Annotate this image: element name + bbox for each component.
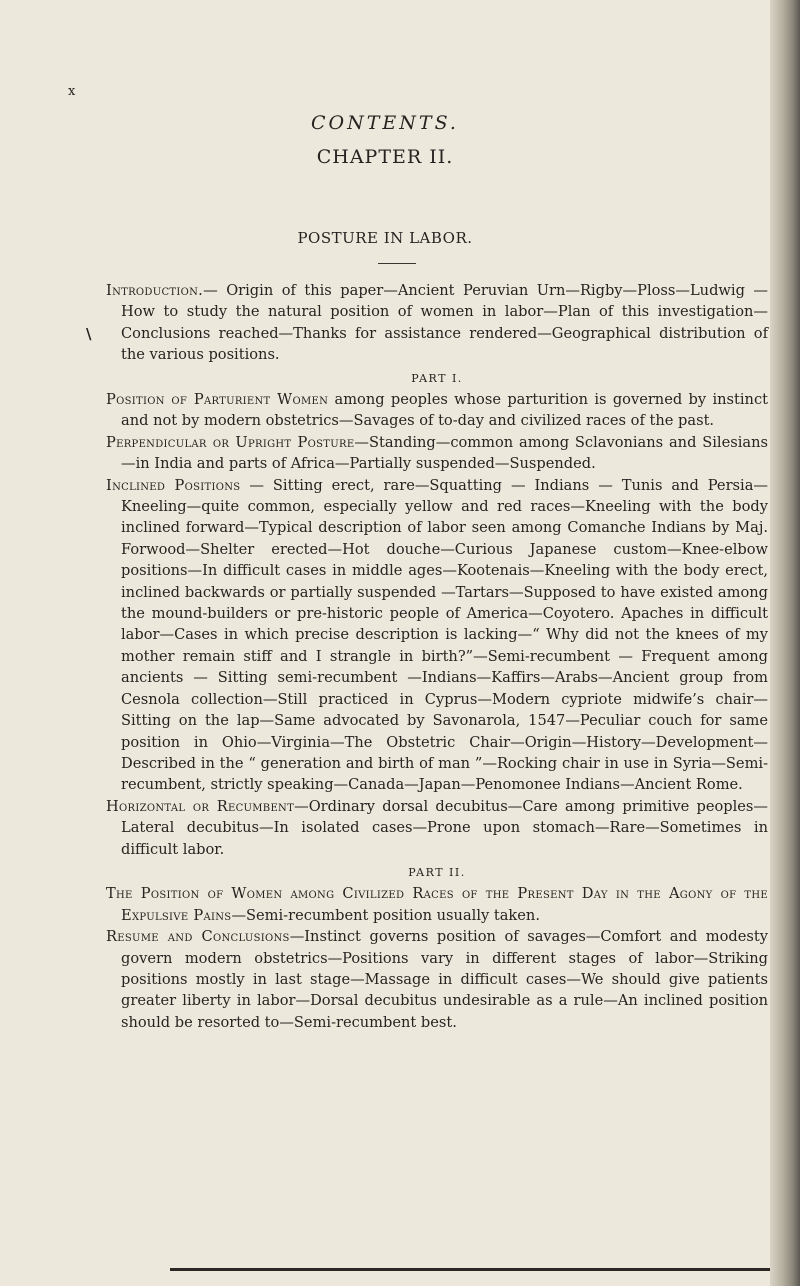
part-one-label: PART I. — [411, 371, 463, 385]
section-civilized-races — [106, 883, 768, 926]
bottom-edge-line — [170, 1268, 770, 1271]
section-head: Inclined Positions — [106, 476, 241, 494]
part-two-label: PART II. — [408, 865, 466, 879]
section-horizontal — [106, 796, 768, 860]
title-rule — [378, 263, 416, 264]
section-head: Perpendicular or Upright Posture — [106, 433, 355, 451]
contents-body — [106, 280, 768, 1033]
margin-mark: \ — [86, 325, 92, 343]
section-head: The Position of Women among Civilized Races of the Present Day in the Agony of the Expulsive Pains — [106, 885, 768, 924]
subject-title: POSTURE IN LABOR. — [297, 229, 473, 247]
section-introduction — [106, 280, 768, 366]
section-head: Introduction. — [106, 282, 204, 299]
section-position-parturient — [106, 389, 768, 432]
section-text: —Ordinary dorsal decubitus—Care among primitive peoples—Lateral decubitus—In isolated cases—Prone upon stomach—Rare—Sometimes in difficult labor. — [121, 797, 769, 858]
section-text: —Instinct governs position of savages—Comfort and modesty govern modern obstetrics—Positions vary in different stages of labor—Striking positions mostly in last stage—Massage in difficult cases—We should give patients greater liberty in labor—Dorsal decubitus undesirable as a rule—An inclined position should be resorted to—Semi-recumbent best. — [121, 928, 768, 1031]
section-head: Position of Parturient Women — [106, 391, 329, 409]
section-text: — Sitting erect, rare—Squatting — Indians — Tunis and Persia—Kneeling—quite common, especially yellow and red races—Kneeling with the body inclined forward—Typical description of labor seen among Comanche Indians by Maj. Forwood—Shelter erected—Hot douche—Curious Japanese custom—Knee-elbow positions—In difficult cases in middle ages—Kootenais—Kneeling with the body erect, inclined backwards or partially suspended —Tartars—Supposed to have existed among the mound-builders or pre-historic people of America—Coyotero. Apaches in difficult labor—Cases in which precise description is lacking—“ Why did not the knees of my mother remain stiff and I strangle in birth?”—Semi-recumbent — Frequent among ancients — Sitting semi-recumbent —Indians—Kaffirs—Arabs—Ancient group from Cesnola collection—Still practiced in Cyprus—Modern cypriote midwife’s chair—Sitting on the lap—Same advocated by Savonarola, 1547—Peculiar couch for same position in Ohio—Virginia—The Obstetric Chair—Origin—History—Development—Described in the “ generation and birth of man ”—Rocking chair in use in Syria—Semi-recumbent, strictly speaking—Canada—Japan—Penomonee Indians—Ancient Rome. — [121, 476, 768, 794]
section-inclined — [106, 475, 768, 796]
section-resume — [106, 926, 768, 1033]
section-head: Resume and Conclusions — [106, 928, 290, 946]
page-number: x — [68, 84, 76, 99]
section-text: —Standing—common among Sclavonians and Silesians—in India and parts of Africa—Partially suspended—Suspended. — [121, 433, 768, 473]
section-text: — Origin of this paper—Ancient Peruvian Urn—Rigby—Ploss—Ludwig —How to study the natural position of women in labor—Plan of this investigation—Conclusions reached—Thanks for assistance rendered—Geographical distribution of the various positions. — [121, 282, 768, 364]
section-perpendicular — [106, 432, 768, 475]
section-text: —Semi-recumbent position usually taken. — [231, 906, 540, 924]
running-head: CONTENTS. — [311, 112, 459, 134]
page-edge-shadow — [770, 0, 800, 1286]
chapter-title: CHAPTER II. — [316, 146, 454, 168]
section-text: among peoples whose parturition is governed by instinct and not by modern obstetrics—Savages of to-day and civilized races of the past. — [121, 391, 768, 430]
section-head: Horizontal or Recumbent — [106, 797, 295, 815]
